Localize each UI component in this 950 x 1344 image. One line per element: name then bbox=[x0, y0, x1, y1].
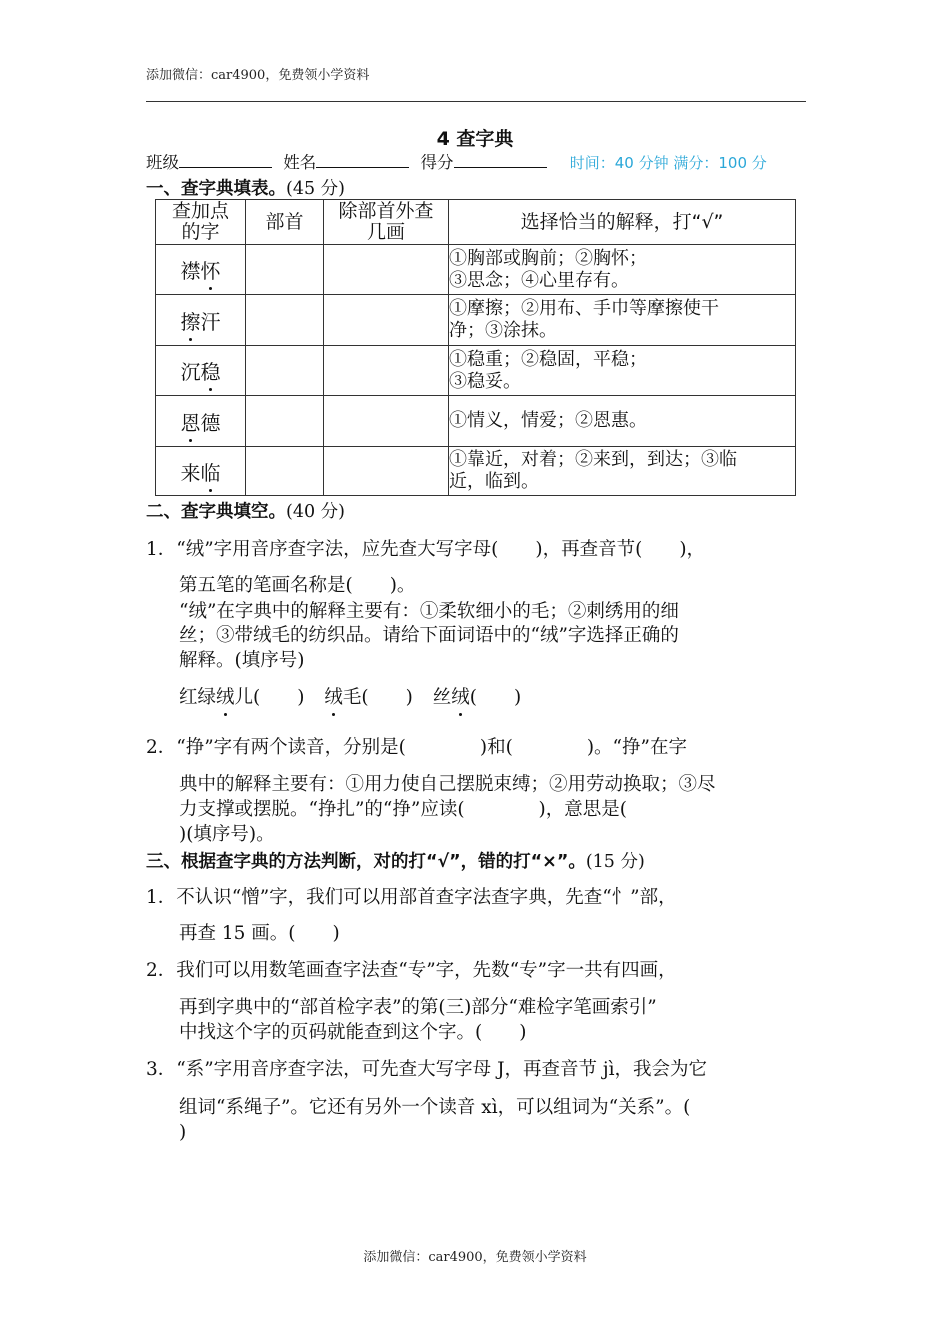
class-label: 班级 bbox=[146, 153, 179, 172]
radical-answer-cell[interactable] bbox=[246, 295, 324, 346]
table-header-row bbox=[156, 200, 796, 245]
section3-points: (15 分) bbox=[585, 852, 645, 872]
section1-points: (45 分) bbox=[286, 179, 345, 199]
dotted-char: 擦 bbox=[181, 306, 201, 335]
score-label: 得分 bbox=[420, 153, 454, 172]
s3-q2-line1: 2．我们可以用数笔画查字法查“专”字，先数“专”字一共有四画， bbox=[146, 960, 677, 981]
section3-heading bbox=[146, 848, 645, 873]
dotted-char: 恩 bbox=[181, 407, 201, 436]
radical-answer-cell[interactable] bbox=[246, 396, 324, 447]
s2-q2-line3: 力支撑或摆脱。“挣扎”的“挣”应读( )，意思是( bbox=[179, 799, 627, 820]
header-watermark: 添加微信：car4900，免费领小学资料 bbox=[146, 68, 370, 83]
strokes-answer-cell[interactable] bbox=[324, 447, 449, 496]
word-2: 绒毛( ) bbox=[324, 687, 413, 708]
strokes-answer-cell[interactable] bbox=[324, 245, 449, 295]
col-header-radical: 部首 bbox=[246, 200, 324, 245]
col-header-strokes: 除部首外查几画 bbox=[324, 200, 449, 245]
table-row bbox=[156, 346, 796, 396]
radical-answer-cell[interactable] bbox=[246, 245, 324, 295]
radical-answer-cell[interactable] bbox=[246, 447, 324, 496]
s2-q1-line2: 第五笔的笔画名称是( )。 bbox=[179, 575, 416, 596]
s2-q1-words bbox=[179, 685, 806, 710]
word-3: 丝绒( ) bbox=[432, 687, 522, 708]
s3-q2-line3: 中找这个字的页码就能查到这个字。( ) bbox=[179, 1022, 527, 1043]
section3-title: 三、根据查字典的方法判断，对的打“√”，错的打“×”。 bbox=[146, 852, 586, 872]
s2-q2-line1: 2．“挣”字有两个读音，分别是( )和( )。“挣”在字 bbox=[146, 737, 687, 758]
s2-q2-line2: 典中的解释主要有：①用力使自己摆脱束缚；②用劳动换取；③尽 bbox=[179, 774, 716, 795]
word-cell: 来临 bbox=[156, 447, 246, 496]
section2-title: 二、查字典填空。 bbox=[146, 502, 286, 522]
s3-q3-line1: 3．“系”字用音序查字法，可先查大写字母 J，再查音节 jì，我会为它 bbox=[146, 1059, 708, 1080]
s2-q1-line5: 解释。(填序号) bbox=[179, 650, 305, 671]
name-blank[interactable] bbox=[316, 152, 409, 168]
radical-answer-cell[interactable] bbox=[246, 346, 324, 396]
table-row bbox=[156, 295, 796, 346]
time-score-info: 时间：40 分钟 满分：100 分 bbox=[569, 154, 767, 172]
table-row bbox=[156, 447, 796, 496]
word-text: 襟怀 bbox=[181, 259, 221, 283]
table-row bbox=[156, 245, 796, 295]
s3-q2-line2: 再到字典中的“部首检字表”的第(三)部分“难检字笔画索引” bbox=[179, 997, 657, 1018]
section1-title: 一、查字典填表。 bbox=[146, 179, 286, 199]
s3-q3-line3: ) bbox=[179, 1122, 187, 1143]
s2-q1-line3: “绒”在字典中的解释主要有：①柔软细小的毛；②刺绣用的细 bbox=[179, 601, 679, 622]
dotted-char: 稳 bbox=[201, 356, 221, 385]
meaning-cell[interactable]: ①靠近，对着；②来到，到达；③临 近，临到。 bbox=[449, 447, 796, 496]
word-cell: 恩德 bbox=[156, 396, 246, 447]
table-row bbox=[156, 396, 796, 447]
dictionary-table bbox=[155, 199, 796, 496]
section1-heading bbox=[146, 175, 345, 200]
meaning-cell[interactable]: ①摩擦；②用布、手巾等摩擦使干 净；③涂抹。 bbox=[449, 295, 796, 346]
s2-q1-line4: 丝；③带绒毛的纺织品。请给下面词语中的“绒”字选择正确的 bbox=[179, 625, 679, 646]
word-cell: 沉稳 bbox=[156, 346, 246, 396]
s3-q3-line2: 组词“系绳子”。它还有另外一个读音 xì，可以组词为“关系”。( bbox=[179, 1097, 691, 1118]
meaning-cell[interactable]: ①情义，情爱；②恩惠。 bbox=[449, 396, 796, 447]
s2-q1-line1: 1．“绒”字用音序查字法，应先查大写字母( )，再查音节( )， bbox=[146, 539, 706, 560]
footer-watermark: 添加微信：car4900，免费领小学资料 bbox=[363, 1250, 587, 1265]
strokes-answer-cell[interactable] bbox=[324, 346, 449, 396]
meaning-cell[interactable]: ①胸部或胸前；②胸怀； ③思念；④心里存有。 bbox=[449, 245, 796, 295]
strokes-answer-cell[interactable] bbox=[324, 396, 449, 447]
section2-points: (40 分) bbox=[286, 502, 345, 522]
section2-heading bbox=[146, 498, 345, 523]
col-header-meaning: 选择恰当的解释，打“√” bbox=[449, 200, 796, 245]
s2-q2-line4: )(填序号)。 bbox=[179, 824, 275, 845]
dotted-char: 临 bbox=[201, 457, 221, 486]
score-blank[interactable] bbox=[454, 152, 547, 168]
header-divider bbox=[146, 101, 806, 102]
dotted-char: 怀 bbox=[201, 255, 221, 284]
word-cell bbox=[156, 245, 246, 295]
word-cell: 擦汗 bbox=[156, 295, 246, 346]
s3-q1-line1: 1．不认识“憎”字，我们可以用部首查字法查字典，先查“忄”部， bbox=[146, 887, 677, 908]
word-1: 红绿绒儿( ) bbox=[179, 687, 305, 708]
s3-q1-line2: 再查 15 画。( ) bbox=[179, 923, 340, 944]
name-label: 姓名 bbox=[283, 153, 317, 172]
col-header-char: 查加点的字 bbox=[156, 200, 246, 245]
student-info-line bbox=[146, 149, 767, 173]
meaning-cell[interactable]: ①稳重；②稳固，平稳； ③稳妥。 bbox=[449, 346, 796, 396]
page-title: 4 查字典 bbox=[436, 128, 514, 150]
strokes-answer-cell[interactable] bbox=[324, 295, 449, 346]
class-blank[interactable] bbox=[179, 152, 272, 168]
